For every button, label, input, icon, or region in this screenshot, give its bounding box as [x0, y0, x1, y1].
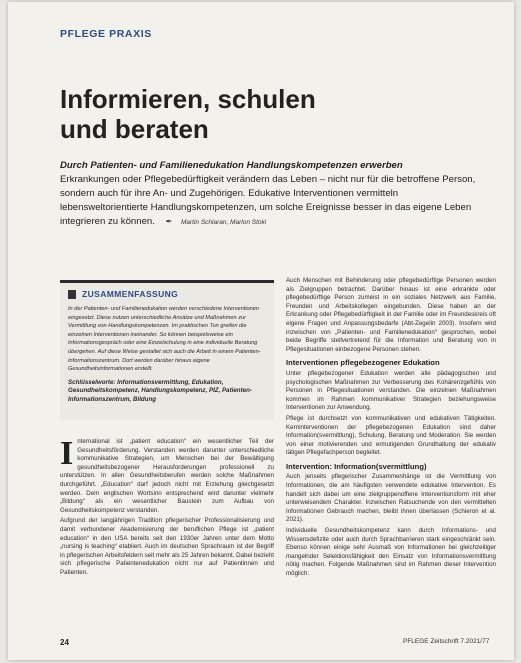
- title-line-2: und beraten: [60, 114, 209, 144]
- paragraph-text: nternational ist „patient education“ ein wesentlicher Teil der Gesundheitsförderung. Verstanden werden darunter unterschiedliche kommunikative Strategien, um Menschen bei der Bewältigung gesundheitsbezogener Herausforderungen professionell zu unterstützen. In allen Gesundheitsberufen werden solche Maßnahmen durchgeführt. „Education“ darf jedoch nicht mit Erziehung gleichgesetzt werden. Dem englischen Wortsinn entsprechend wird darunter vielmehr „Bildung“ als ein wesentlicher Baustein zum Aufbau von Gesundheitskompetenz verstanden.: [60, 438, 274, 514]
- article-lead: [60, 159, 480, 230]
- author-names: Martin Schlaran, Marlon Stoki: [180, 219, 267, 226]
- paragraph: Aufgrund der langjährigen Tradition pflegerischer Professionalisierung und damit verbundener Akademisierung der beruflichen Pflege ist „patient education“ in den USA bereits seit den 1930er Jahren unter dem Motto „nursing is teaching“ etabliert. Auch im deutschen Sprachraum ist der Begriff in pflegerischen Arbeitsfeldern seit mehr als 25 Jahren bekannt. Dabei bezieht sich pflegerische Patientenedukation nicht nur auf Patientinnen und Patienten.: [60, 517, 274, 576]
- title-line-1: Informieren, schulen: [60, 84, 316, 114]
- pen-icon: ✒: [165, 217, 173, 226]
- journal-footer: PFLEGE Zeitschrift 7.2021/77: [403, 638, 490, 645]
- paragraph: Auch Menschen mit Behinderung oder pflegebedürftige Personen werden als Zielgruppen betrachtet. Darüber hinaus ist eine erkrankte oder pflegebedürftige Person zumeist in ein soziales Netzwerk aus Familie, Freunden und Arbeitskollegen eingebunden. Diese haben an der Erkrankung oder Pflegebedürftigkeit in der Familie oder im Freundeskreis oft eigene Fragen und Anpassungsbedarfe (Abt-Zegelin 2003). Insofern wird inzwischen von „Patienten- und Familienedukation“ gesprochen, wobei beide Begriffe stellvertretend für die Information und Beratung von in Pflegesituationen einbezogene Personen stehen.: [286, 277, 496, 353]
- magazine-page: [8, 2, 514, 660]
- paragraph: Individuelle Gesundheitskompetenz kann durch Informations- und Wissensdefizite oder auch durch Sprachbarrieren stark eingeschränkt sein. Ebenso können einige sehr Ausmaß von Informationen bei gleichzeitiger mangelnder Selektionsfähigkeit den Einsatz von Informationsvermittlung nötig machen. Folgende Maßnahmen sind im Rahmen dieser Intervention möglich:: [286, 527, 496, 577]
- lead-heading: Durch Patienten- und Familienedukation Handlungskompetenzen erwerben: [60, 160, 403, 171]
- summary-box: [60, 280, 274, 420]
- keywords: Schlüsselworte: Informationsvermittlung, Edukation, Gesundheitskompetenz, Handlungskompetenz, PIZ, Patienten-Informationszentrum, Bildung: [68, 378, 252, 403]
- subheading: Interventionen pflegebezogener Edukation: [286, 358, 440, 368]
- left-body-text: [60, 435, 274, 578]
- summary-header: [68, 289, 266, 299]
- paragraph: [60, 435, 274, 515]
- lead-body: Erkrankungen oder Pflegebedürftigkeit verändern das Leben – nicht nur für die betroffene Person, sondern auch für ihre An- und Zugehörigen. Edukative Interventionen vermitteln lebensweltorientierte Handlungskompetenzen, um solche Ereignisse besser in das eigene Leben integrieren zu können.: [60, 174, 476, 227]
- paragraph: Pflege ist durchsetzt von kommunikativen und edukativen Tätigkeiten. Kerninterventionen der pflegebezogenen Edukation sind daher Information(svermittlung), Schulung, Beratung und Moderation. Sie werden von einer motivierenden und ermutigenden Grundhaltung der edukativ tätigen Pflegefachperson begleitet.: [286, 414, 496, 457]
- drop-cap: I: [60, 435, 74, 472]
- subheading: Intervention: Information(svermittlung): [286, 461, 427, 471]
- paragraph: Unter pflegebezogener Edukation werden alle pädagogischen und psychologischen Maßnahmen zur Verbesserung des Kohärenzgefühls von Personen in Pflegesituationen verstanden. Die einzelnen Maßnahmen kommen im Rahmen kommunikativer Strategien beziehungsweise Interventionen zur Anwendung.: [286, 369, 496, 412]
- paragraph: Auch jenseits pflegerischer Zusammenhänge ist die Vermittlung von Informationen, die am häufigsten verwendete edukative Intervention. Es handelt sich dabei um eine zielgruppenoffene Interventionsform mit eher unterweisendem Charakter. Inzwischen Ratsuchende von den vermittelten Informationen Gebrauch machen, bleibt ihnen überlassen (Schieron et al. 2021).: [286, 473, 496, 524]
- page-number: 24: [60, 638, 69, 647]
- summary-text: In der Patienten- und Familienedukation werden verschiedene Interventionen eingesetzt. Diese nutzen unterschiedliche Ansätze und Maßnahmen zur Vermittlung von Handlungskompetenzen. Im praktischen Tun greifen die einzelnen Interventionen ineinander. So können beispielsweise ein Informationsgespräch oder eine Einzelschulung in eine individuelle Beratung übergehen. Auf diese Weise gestaltet sich auch die Arbeit in einem Patienten-Informationszentrum. Dort werden darüber hinaus eigene Gesundheitsinformationen erstellt.: [68, 306, 261, 373]
- document-icon: [68, 290, 76, 299]
- left-column: [60, 280, 274, 580]
- article-title: [60, 84, 460, 144]
- section-label: PFLEGE PRAXIS: [60, 28, 152, 40]
- right-column: [286, 277, 496, 581]
- summary-title: ZUSAMMENFASSUNG: [82, 289, 179, 299]
